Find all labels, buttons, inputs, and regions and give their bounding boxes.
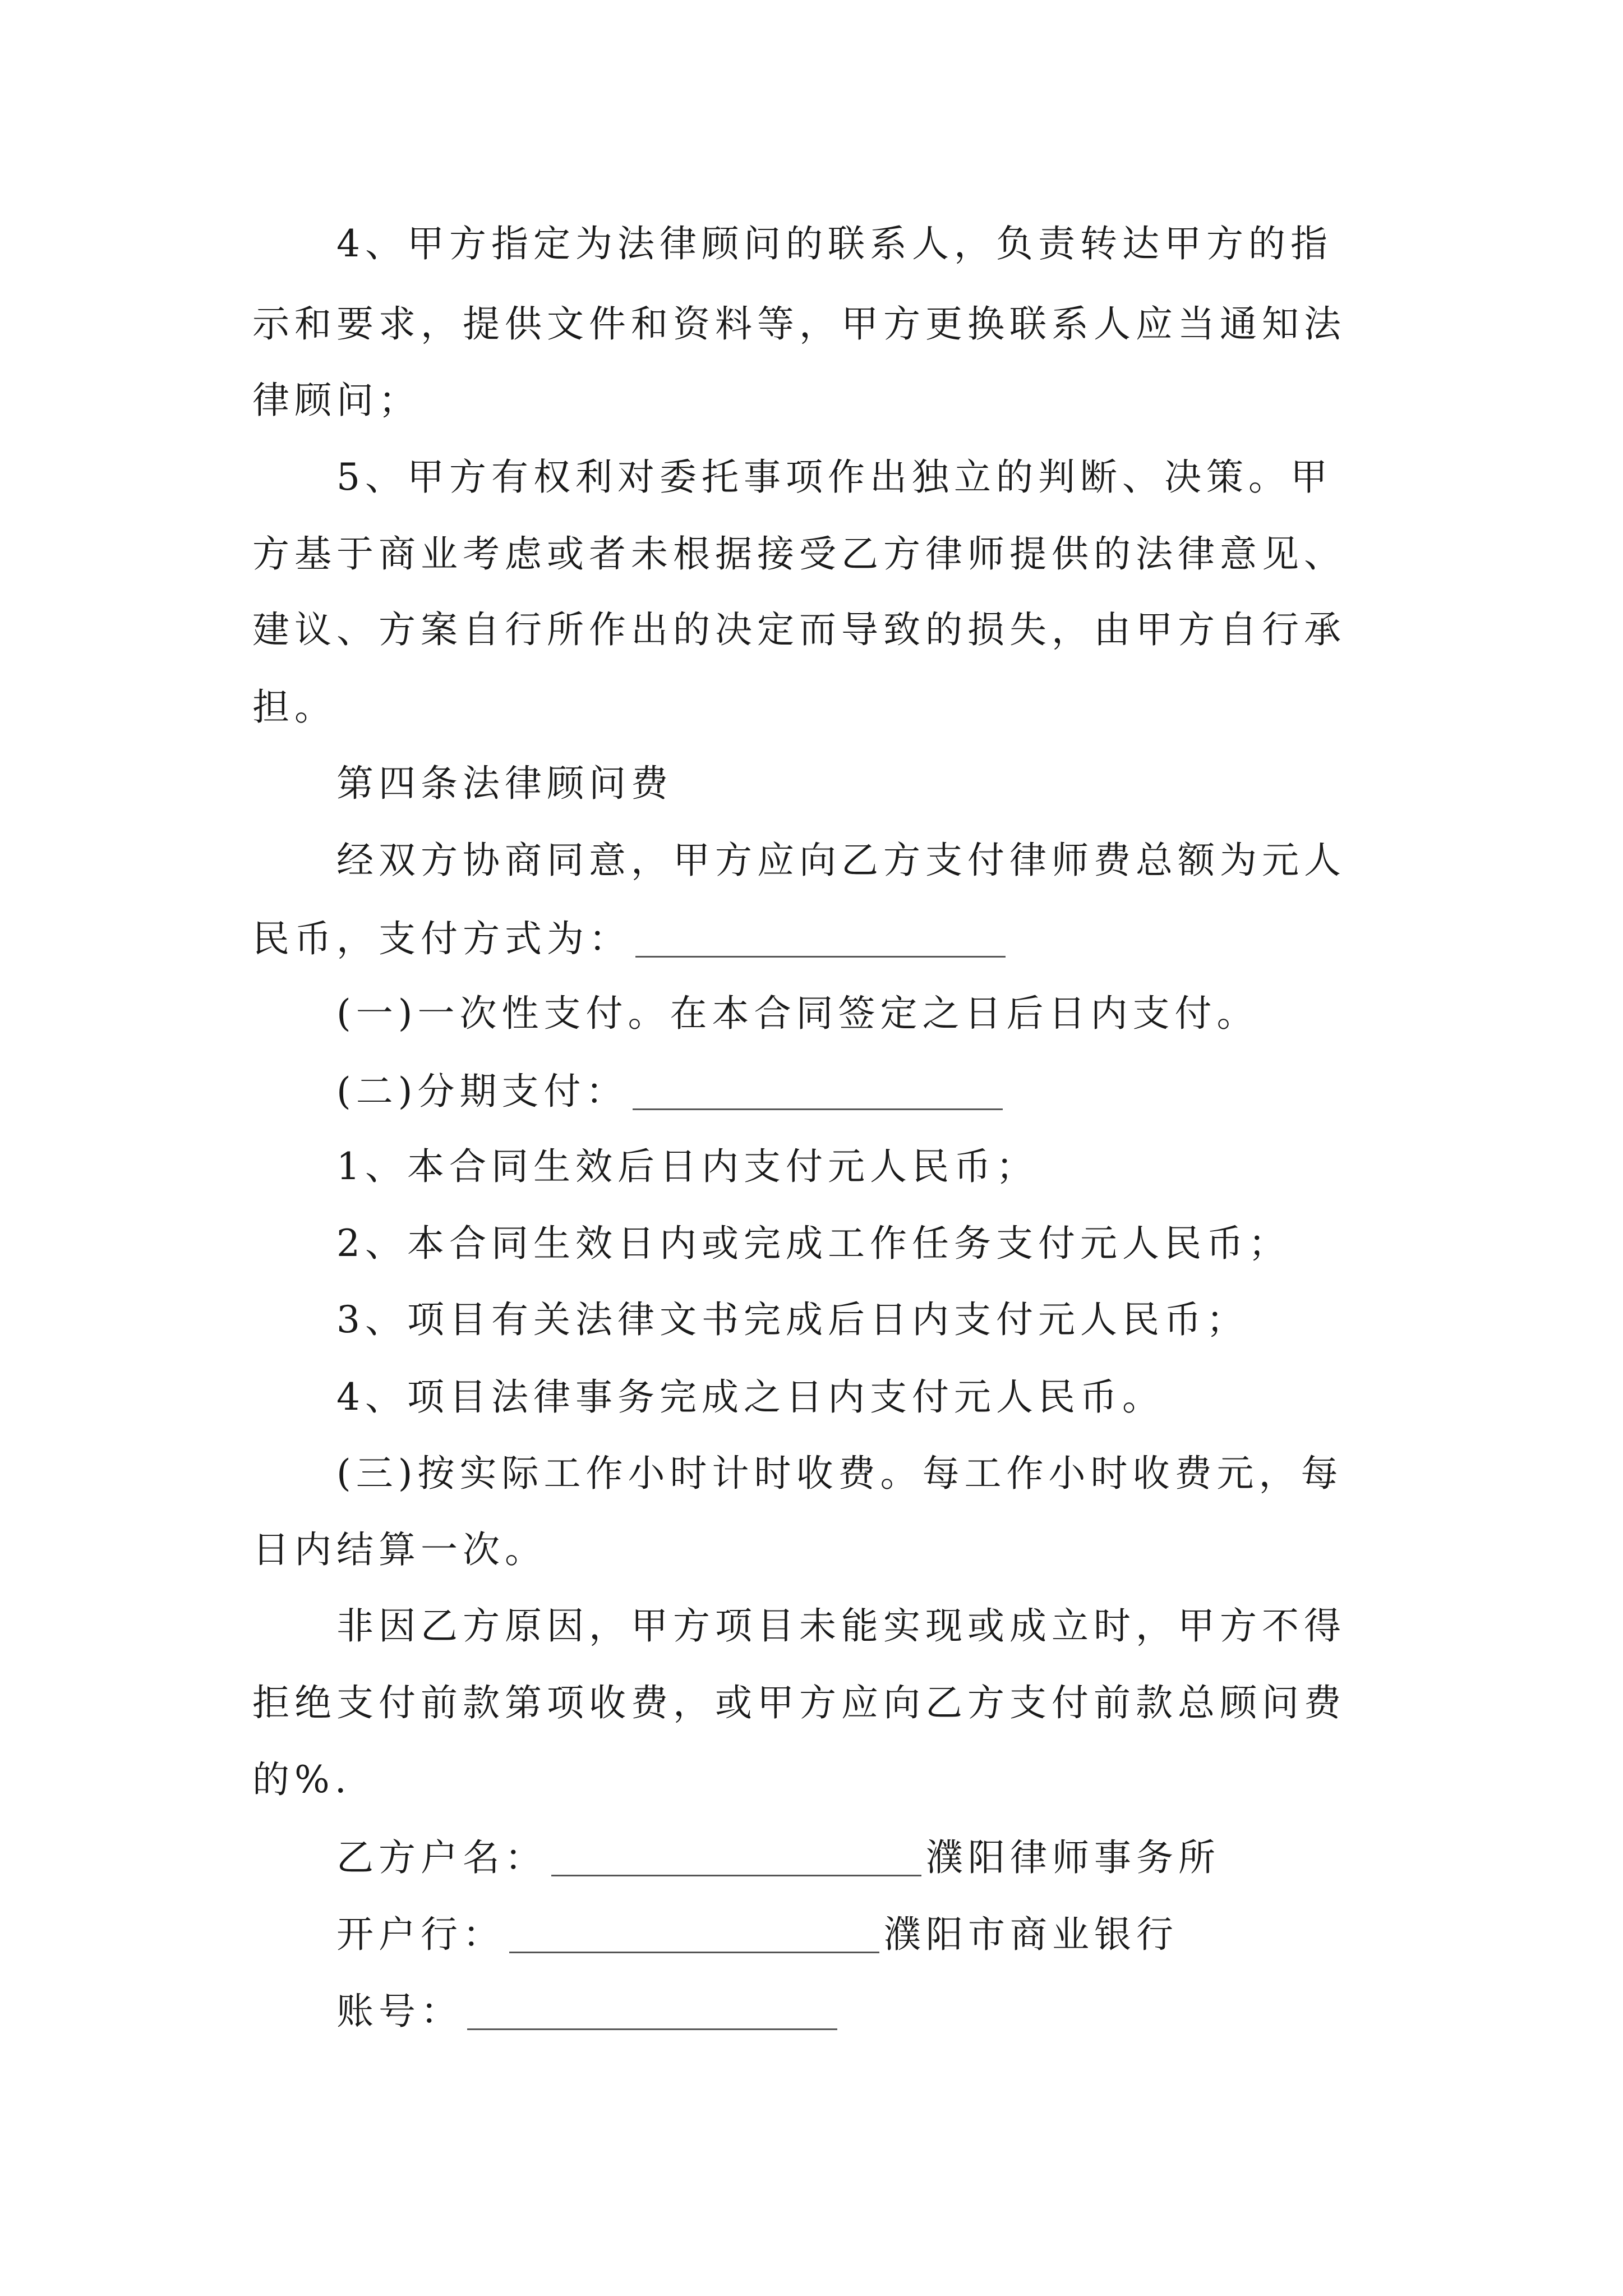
account-name-blank bbox=[551, 1838, 921, 1876]
bank-value: 濮阳市商业银行 bbox=[884, 1913, 1178, 1956]
body-text-line: 的%. bbox=[252, 1758, 352, 1801]
body-text-line: 5、甲方有权利对委托事项作出独立的判断、决策。甲 bbox=[336, 455, 1332, 499]
bank-row bbox=[336, 1913, 1178, 1956]
payment-method-label: 民币，支付方式为： bbox=[252, 917, 631, 960]
body-text-line bbox=[252, 919, 1010, 958]
body-text-line: (一)一次性支付。在本合同签定之日后日内支付。 bbox=[336, 992, 1259, 1035]
payment-method-blank bbox=[635, 919, 1006, 958]
body-text-line: 非因乙方原因，甲方项目未能实现或成立时，甲方不得 bbox=[336, 1604, 1346, 1648]
body-text-line: 示和要求，提供文件和资料等，甲方更换联系人应当通知法 bbox=[252, 302, 1346, 346]
body-text-line: 日内结算一次。 bbox=[252, 1528, 547, 1571]
list-item: 1、本合同生效后日内支付元人民币； bbox=[336, 1145, 1038, 1188]
account-number-row bbox=[336, 1990, 842, 2033]
body-text-line: (三)按实际工作小时计时收费。每工作小时收费元，每 bbox=[336, 1452, 1343, 1495]
account-name-value: 濮阳律师事务所 bbox=[926, 1836, 1220, 1879]
section-heading: 第四条法律顾问费 bbox=[336, 762, 673, 805]
body-text-line: 经双方协商同意，甲方应向乙方支付律师费总额为元人 bbox=[336, 839, 1346, 882]
account-name-row bbox=[336, 1836, 1220, 1879]
list-item: 4、项目法律事务完成之日内支付元人民币。 bbox=[336, 1375, 1164, 1419]
body-text-line: 拒绝支付前款第项收费，或甲方应向乙方支付前款总顾问费 bbox=[252, 1681, 1346, 1724]
body-text-line: 律顾问； bbox=[252, 379, 421, 422]
body-text-line: 4、甲方指定为法律顾问的联系人，负责转达甲方的指 bbox=[336, 222, 1332, 265]
body-text-line bbox=[336, 1070, 1007, 1113]
list-item: 2、本合同生效日内或完成工作任务支付元人民币； bbox=[336, 1222, 1290, 1265]
account-number-label: 账号： bbox=[336, 1990, 463, 2033]
bank-label: 开户行： bbox=[336, 1913, 505, 1956]
list-item: 3、项目有关法律文书完成后日内支付元人民币； bbox=[336, 1298, 1248, 1341]
body-text-line: 建议、方案自行所作出的决定而导致的损失，由甲方自行承 bbox=[252, 608, 1346, 651]
body-text-line: 担。 bbox=[252, 685, 336, 729]
installment-blank bbox=[633, 1071, 1003, 1110]
bank-blank bbox=[509, 1915, 879, 1953]
body-text-line: 方基于商业考虑或者未根据接受乙方律师提供的法律意见、 bbox=[252, 532, 1346, 576]
account-name-label: 乙方户名： bbox=[336, 1836, 547, 1879]
account-number-blank bbox=[467, 1991, 837, 2030]
installment-label: (二)分期支付： bbox=[336, 1070, 628, 1113]
